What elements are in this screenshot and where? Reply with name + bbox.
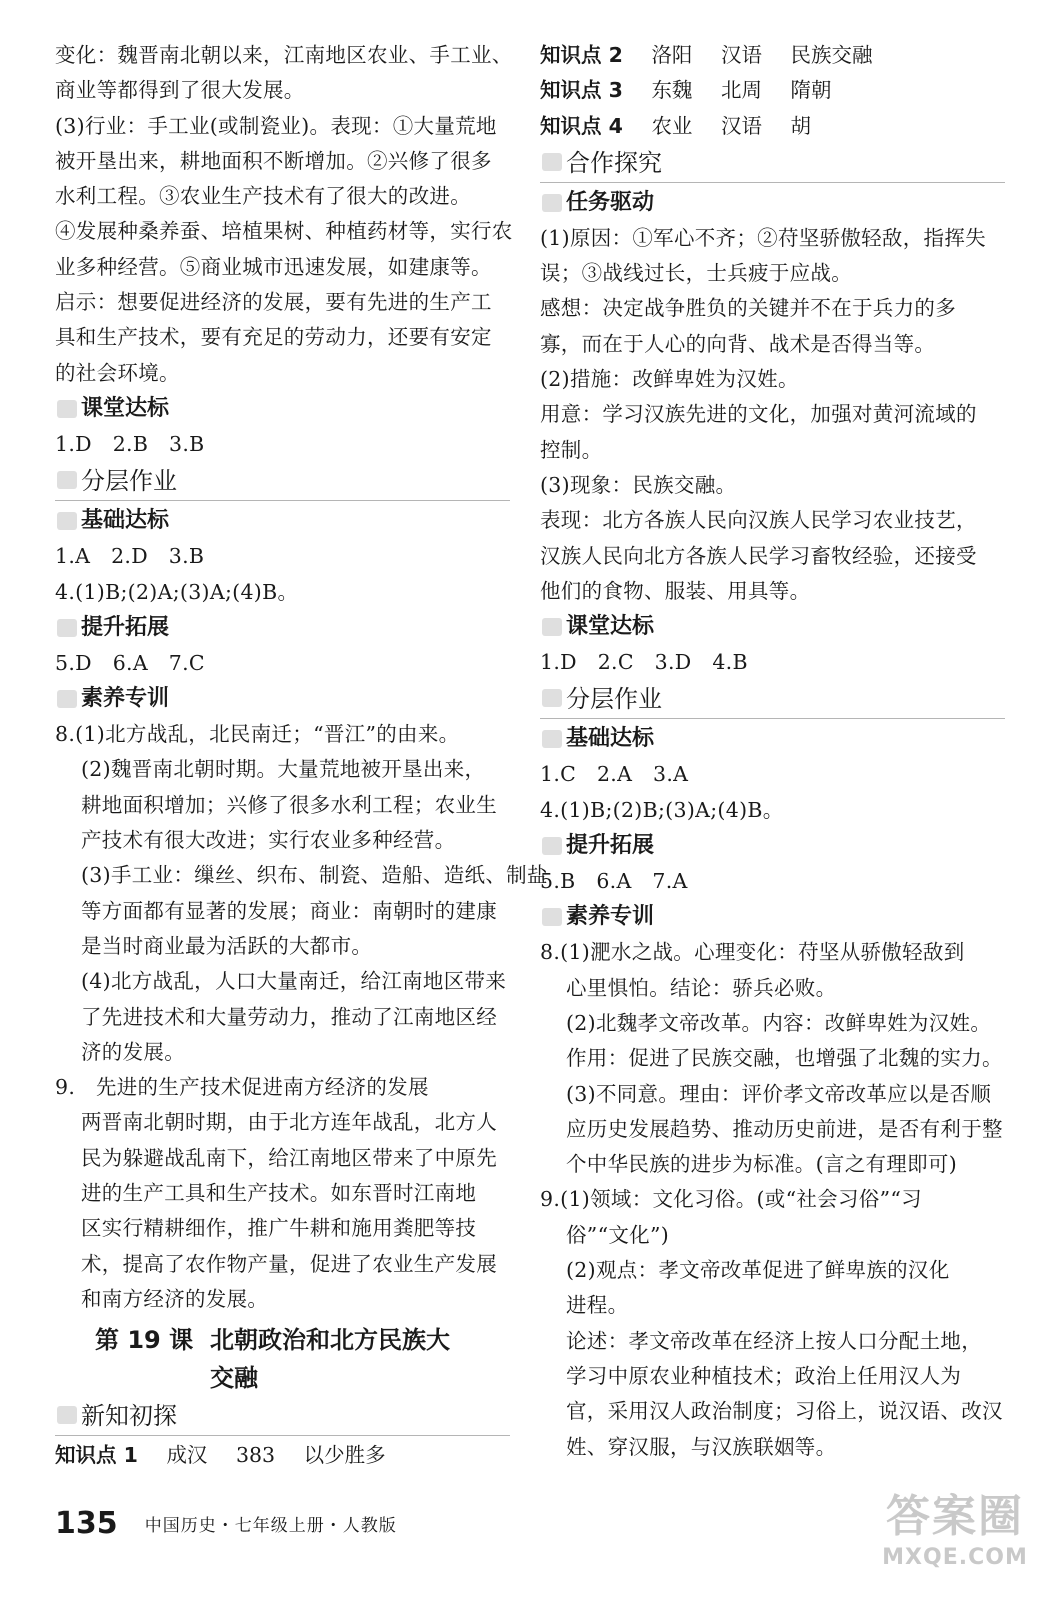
text-line: 具和生产技术，要有充足的劳动力，还要有安定 — [55, 325, 492, 350]
answer-line: 1.C 2.A 3.A — [540, 762, 689, 787]
knowledge-point-label: 知识点 1 — [55, 1443, 138, 1468]
answer-line: 5.D 6.A 7.C — [55, 650, 205, 675]
knowledge-point-label: 知识点 4 — [540, 113, 623, 138]
heading-marker-icon — [57, 690, 77, 708]
right-column — [540, 38, 1005, 1465]
heading-marker-icon — [57, 471, 77, 489]
knowledge-point-2 — [540, 38, 1005, 73]
knowledge-point-value: 东魏 — [651, 78, 693, 103]
text-line: (3)手工业：缫丝、织布、制瓷、造船、造纸、制盐 — [81, 863, 548, 888]
text-line: 作用：促进了民族交融，也增强了北魏的实力。 — [566, 1046, 1003, 1071]
page-number: 135 — [55, 1506, 118, 1541]
text-line: 学习中原农业种植技术；政治上任用汉人为 — [566, 1363, 962, 1388]
left-column — [55, 38, 548, 1474]
section-heading-ketang — [55, 391, 510, 427]
heading-marker-icon — [542, 153, 562, 171]
text-line: 论述：孝文帝改革在经济上按人口分配土地， — [566, 1328, 982, 1353]
knowledge-point-1 — [55, 1438, 510, 1473]
section-heading-suyang — [55, 681, 510, 717]
knowledge-point-value: 胡 — [790, 113, 811, 138]
text-line: 8.(1)北方战乱，北民南迁；“晋江”的由来。 — [55, 722, 460, 747]
question-8-answer — [55, 717, 548, 1070]
lesson-title — [55, 1321, 510, 1359]
text-line: 9.(1)领域：文化习俗。(或“社会习俗”“习 — [540, 1187, 922, 1212]
heading-marker-icon — [542, 689, 562, 707]
text-line: 心里惧怕。结论：骄兵必败。 — [566, 975, 837, 1000]
knowledge-point-label: 知识点 3 — [540, 78, 623, 103]
text-line: (1)原因：①军心不齐；②苻坚骄傲轻敌，指挥失 — [540, 225, 986, 250]
heading-label: 任务驱动 — [566, 189, 655, 215]
section-heading-hezuo — [540, 144, 1005, 183]
text-line: 他们的食物、服装、用具等。 — [540, 578, 811, 603]
heading-label: 分层作业 — [81, 467, 177, 496]
page-footer — [55, 1506, 397, 1541]
text-line: 感想：决定战争胜负的关键并不在于兵力的多 — [540, 296, 956, 321]
section-heading-tisheng — [540, 828, 1005, 864]
section-heading-xinzhi — [55, 1397, 510, 1436]
text-line: 误；③战线过长，士兵疲于应战。 — [540, 261, 852, 286]
text-line: 等方面都有显著的发展；商业：南朝时的建康 — [81, 898, 497, 923]
text-line: (2)措施：改鲜卑姓为汉姓。 — [540, 367, 799, 392]
text-line: 水利工程。③农业生产技术有了很大的改进。 — [55, 184, 471, 209]
knowledge-point-value: 农业 — [651, 113, 693, 138]
watermark-logo — [860, 1492, 1050, 1592]
answer-line: 4.(1)B;(2)A;(3)A;(4)B。 — [55, 579, 299, 604]
knowledge-point-value: 洛阳 — [651, 43, 693, 67]
text-line: 济的发展。 — [81, 1039, 185, 1064]
text-line: 汉族人民向北方各族人民学习畜牧经验，还接受 — [540, 543, 977, 568]
text-line: 两晋南北朝时期，由于北方连年战乱，北方人 — [81, 1110, 497, 1135]
question-8-answer — [540, 935, 1005, 1182]
text-line: 寡，而在于人心的向背、战术是否得当等。 — [540, 331, 936, 356]
knowledge-point-value: 北周 — [720, 78, 762, 103]
section-heading-fenceng — [55, 462, 510, 501]
heading-label: 素养专训 — [81, 686, 170, 712]
heading-marker-icon — [542, 618, 562, 636]
section-heading-suyang — [540, 899, 1005, 935]
heading-marker-icon — [542, 837, 562, 855]
answer-line: 1.D 2.C 3.D 4.B — [540, 650, 748, 675]
text-line: (3)不同意。理由：评价孝文帝改革应以是否顺 — [566, 1081, 992, 1106]
text-line: 应历史发展趋势、推动历史前进，是否有利于整 — [566, 1116, 1003, 1141]
heading-label: 基础达标 — [81, 508, 170, 534]
text-line: (3)现象：民族交融。 — [540, 472, 737, 497]
knowledge-point-value: 383 — [235, 1443, 276, 1468]
knowledge-point-3 — [540, 73, 1005, 108]
heading-label: 提升拓展 — [81, 614, 170, 640]
heading-label: 提升拓展 — [566, 833, 655, 859]
heading-marker-icon — [542, 908, 562, 926]
text-line: 民为躲避战乱南下，给江南地区带来了中原先 — [81, 1145, 497, 1170]
knowledge-point-value: 民族交融 — [790, 43, 873, 67]
heading-label: 课堂达标 — [81, 395, 170, 421]
heading-marker-icon — [57, 400, 77, 418]
knowledge-point-value: 以少胜多 — [303, 1443, 386, 1468]
answer-line: 5.B 6.A 7.A — [540, 869, 688, 894]
answer-line: 1.D 2.B 3.B — [55, 431, 205, 456]
text-line: 进的生产工具和生产技术。如东晋时江南地 — [81, 1181, 477, 1206]
heading-label: 分层作业 — [566, 685, 662, 714]
left-top-paragraph — [55, 38, 513, 391]
text-line: 表现：北方各族人民向汉族人民学习农业技艺， — [540, 508, 977, 533]
text-line: 了先进技术和大量劳动力，推动了江南地区经 — [81, 1004, 497, 1029]
heading-label: 素养专训 — [566, 904, 655, 930]
text-line: 耕地面积增加；兴修了很多水利工程；农业生 — [81, 792, 497, 817]
text-line: ④发展种桑养蚕、培植果树、种植药材等，实行农 — [55, 219, 513, 244]
text-line: 被开垦出来，耕地面积不断增加。②兴修了很多 — [55, 148, 492, 173]
heading-label: 新知初探 — [81, 1402, 177, 1431]
knowledge-point-label: 知识点 2 — [540, 43, 623, 67]
text-line: 是当时商业最为活跃的大都市。 — [81, 933, 373, 958]
task-answers — [540, 221, 1005, 609]
text-line: (2)北魏孝文帝改革。内容：改鲜卑姓为汉姓。 — [566, 1010, 992, 1035]
text-line: 控制。 — [540, 437, 603, 462]
heading-marker-icon — [57, 619, 77, 637]
text-line: 姓、穿汉服，与汉族联姻等。 — [566, 1434, 837, 1459]
text-line: 产技术有很大改进；实行农业多种经营。 — [81, 828, 456, 853]
heading-marker-icon — [542, 730, 562, 748]
knowledge-point-value: 成汉 — [166, 1443, 208, 1468]
knowledge-point-4 — [540, 109, 1005, 144]
text-line: 俗”“文化”) — [566, 1222, 670, 1247]
heading-marker-icon — [57, 1406, 77, 1424]
lesson-title-line-2: 交融 — [210, 1364, 258, 1393]
text-line: (4)北方战乱，人口大量南迁，给江南地区带来 — [81, 969, 507, 994]
text-line: 启示：想要促进经济的发展，要有先进的生产工 — [55, 290, 492, 315]
text-line: 9. 先进的生产技术促进南方经济的发展 — [55, 1075, 429, 1100]
text-line: 官，采用汉人政治制度；习俗上，说汉语、改汉 — [566, 1399, 1003, 1424]
heading-marker-icon — [542, 194, 562, 212]
lesson-number: 第 19 课 — [95, 1326, 194, 1355]
watermark-text: 答案圈 — [886, 1491, 1024, 1542]
section-heading-jichu — [540, 721, 1005, 757]
text-line: 和南方经济的发展。 — [81, 1286, 269, 1311]
text-line: (3)行业：手工业(或制瓷业)。表现：①大量荒地 — [55, 113, 497, 138]
question-9-answer — [540, 1182, 1005, 1464]
watermark-url: MXQE.COM — [882, 1545, 1028, 1570]
answer-line: 1.A 2.D 3.B — [55, 544, 205, 569]
text-line: 业多种经营。⑤商业城市迅速发展，如建康等。 — [55, 254, 492, 279]
knowledge-point-value: 汉语 — [720, 113, 762, 138]
heading-label: 基础达标 — [566, 726, 655, 752]
text-line: 的社会环境。 — [55, 360, 180, 385]
section-heading-renwu — [540, 185, 1005, 221]
answer-line: 4.(1)B;(2)B;(3)A;(4)B。 — [540, 797, 784, 822]
section-heading-ketang — [540, 609, 1005, 645]
question-9-answer — [55, 1070, 510, 1317]
knowledge-point-value: 汉语 — [720, 43, 762, 67]
text-line: 区实行精耕细作，推广牛耕和施用粪肥等技 — [81, 1216, 477, 1241]
text-line: 8.(1)淝水之战。心理变化：苻坚从骄傲轻敌到 — [540, 940, 965, 965]
section-heading-jichu — [55, 503, 510, 539]
heading-label: 合作探究 — [566, 148, 662, 177]
text-line: 进程。 — [566, 1293, 629, 1318]
book-title: 中国历史・七年级上册・人教版 — [144, 1516, 397, 1536]
text-line: (2)观点：孝文帝改革促进了鲜卑族的汉化 — [566, 1258, 950, 1283]
section-heading-tisheng — [55, 610, 510, 646]
heading-marker-icon — [57, 512, 77, 530]
lesson-title-line-1: 北朝政治和北方民族大 — [210, 1326, 450, 1355]
text-line: (2)魏晋南北朝时期。大量荒地被开垦出来， — [81, 757, 486, 782]
heading-label: 课堂达标 — [566, 614, 655, 640]
text-line: 用意：学习汉族先进的文化，加强对黄河流域的 — [540, 402, 977, 427]
knowledge-point-value: 隋朝 — [790, 78, 832, 103]
text-line: 商业等都得到了很大发展。 — [55, 78, 305, 103]
text-line: 个中华民族的进步为标准。(言之有理即可) — [566, 1152, 957, 1177]
section-heading-fenceng — [540, 680, 1005, 719]
text-line: 术，提高了农作物产量，促进了农业生产发展 — [81, 1251, 497, 1276]
text-line: 变化：魏晋南北朝以来，江南地区农业、手工业、 — [55, 43, 513, 67]
